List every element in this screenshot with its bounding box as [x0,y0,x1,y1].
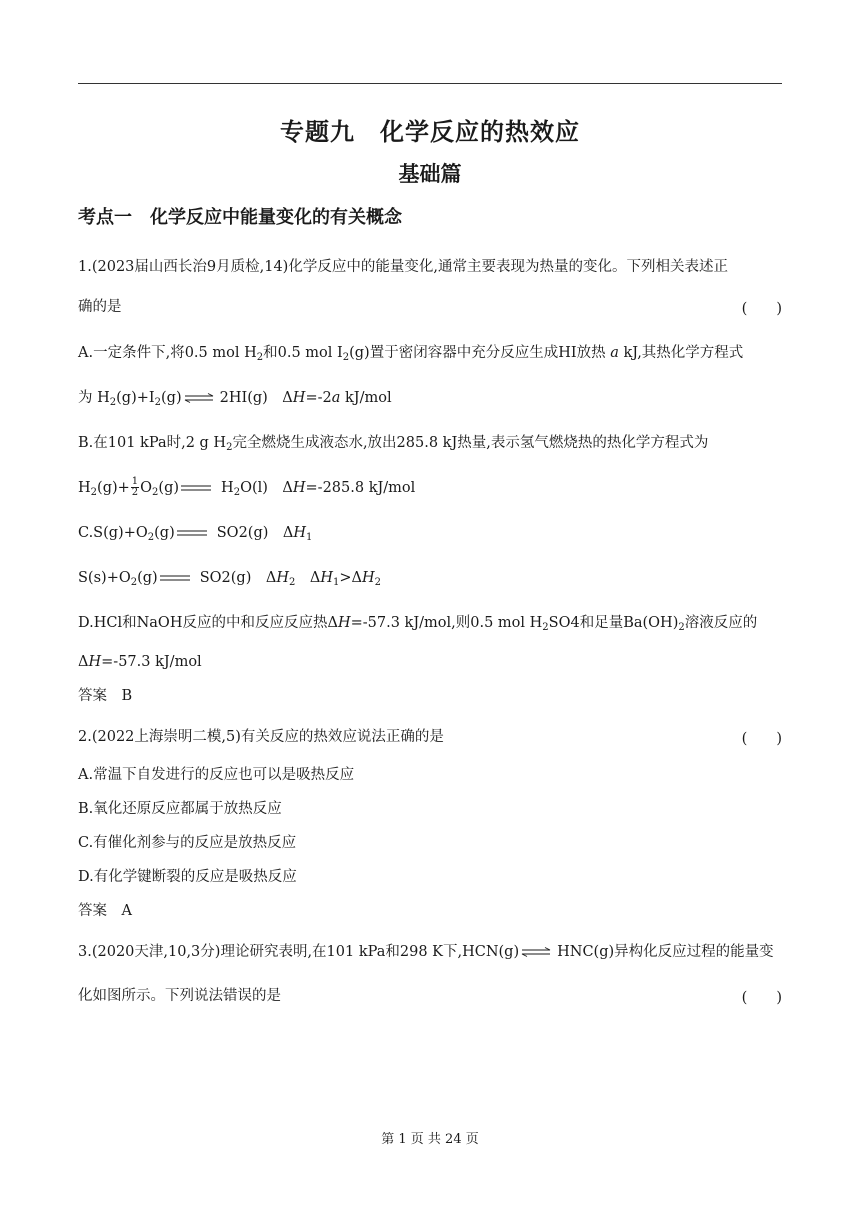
page-footer: 第 1 页 共 24 页 [381,1132,479,1147]
equals-sign-icon [160,574,190,582]
q2-option-a: A.常温下自发进行的反应也可以是吸热反应 [78,767,355,783]
equilibrium-arrow-icon [521,947,551,957]
header-rule [78,83,782,84]
q1-option-a-equation: 为 $H_2(g)+I_2(g)$ 2HI(g) ΔH=-2a kJ/mol [78,390,392,408]
section-heading: 考点一 化学反应中能量变化的有关概念 [78,207,402,228]
equals-sign-icon [177,529,207,537]
q1-option-b-line1: B.在101 kPa时,2 g $H_2$完全燃烧生成液态水,放出285.8 kJ热量,表示氢气燃烧热的热化学方程式为 [78,435,709,453]
q1-option-b-equation: $H_2(g)+$ $\frac{1}{2}$ $O_2(g)$ $H_2O(l)$ ΔH=-285.8 kJ/mol [78,476,416,498]
q3-stem-line1: 3.(2020天津,10,3分)理论研究表明,在101 kPa和298 K下,HCN(g) HNC(g)异构化反应过程的能量变 [78,944,774,960]
page-title: 专题九 化学反应的热效应 [280,118,580,146]
q1-stem-line2: 确的是 [78,299,122,315]
q2-option-b: B.氧化还原反应都属于放热反应 [78,801,282,817]
equals-sign-icon [181,484,211,492]
page-subtitle: 基础篇 [398,162,462,186]
q2-answer-paren: ( ) [741,731,782,747]
q1-option-c-equation1: $C.S(g)+O_2(g)$ SO2(g) $\Delta H_1$ [78,525,313,543]
q1-option-c-equation2: $S(s)+O_2(g)$ SO2(g) $\Delta H_2$ $\Delta H_1>\Delta H_2$ [78,570,382,588]
q1-option-d-line2: ΔH=-57.3 kJ/mol [78,654,202,670]
q2-option-d: D.有化学键断裂的反应是吸热反应 [78,869,297,885]
q1-answer: 答案 B [78,688,133,704]
q1-stem-line1: 1.(2023届山西长治9月质检,14)化学反应中的能量变化,通常主要表现为热量的变化。下列相关表述正 [78,259,728,275]
equilibrium-arrow-icon [184,393,214,403]
q1-option-d-line1: D.HCl和NaOH反应的中和反应反应热ΔH=-57.3 kJ/mol,则0.5 mol $H_2SO4$和足量$Ba(OH)_2$溶液反应的 [78,615,758,633]
q3-answer-paren: ( ) [741,990,782,1006]
q2-stem: 2.(2022上海崇明二模,5)有关反应的热效应说法正确的是 [78,729,444,745]
fraction-one-half: $\frac{1}{2}$ [131,476,139,498]
q1-option-a-line1: A.一定条件下,将0.5 mol $H_2$和0.5 mol $I_2(g)$置于密闭容器中充分反应生成HI放热 a kJ,其热化学方程式 [78,345,744,363]
q1-answer-paren: ( ) [741,301,782,317]
q2-option-c: C.有催化剂参与的反应是放热反应 [78,835,297,851]
q3-stem-line2: 化如图所示。下列说法错误的是 [78,988,281,1004]
q2-answer: 答案 A [78,903,132,919]
